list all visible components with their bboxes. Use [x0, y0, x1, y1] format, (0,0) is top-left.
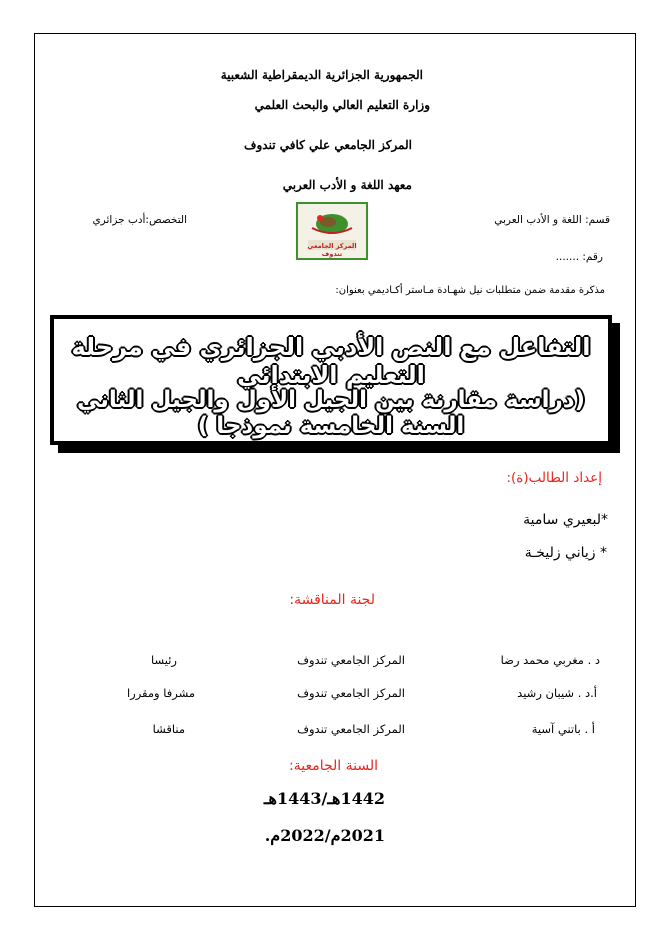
logo-text: المركز الجامعي تندوف [307, 242, 357, 258]
department-label: قسم: اللغة و الأدب العربي [494, 214, 610, 226]
member-1-name: د . مغربي محمد رضا [500, 653, 600, 667]
header-republic: الجمهورية الجزائرية الديمقراطية الشعبية [220, 68, 423, 82]
member-1-role: رئيسا [151, 653, 177, 667]
member-2-institution: المركز الجامعي تندوف [297, 686, 405, 700]
specialty-label: التخصص:أدب جزائري [92, 214, 187, 226]
academic-year-gregorian: 2021م/2022م. [264, 826, 385, 845]
committee-heading: لجنة المناقشة: [289, 592, 375, 608]
header-ministry: وزارة التعليم العالي والبحث العلمي [254, 98, 430, 112]
header-university: المركز الجامعي علي كافي تندوف [244, 138, 412, 152]
student-name-2: * زياني زليخـة [524, 545, 607, 561]
title-box [50, 315, 612, 445]
title-line-1: التفاعل مع النص الأدبي الجزائري في مرحلة التعليم الابتدائي [71, 333, 591, 389]
member-3-role: مناقشا [152, 722, 185, 736]
number-field: رقم: ....... [555, 251, 603, 263]
students-heading: إعداد الطالب(ة): [506, 470, 602, 486]
member-2-role: مشرفا ومقررا [126, 686, 195, 700]
academic-year-hijri: 1442هـ/1443هـ [263, 789, 385, 808]
header-institute: معهد اللغة و الأدب العربي [282, 178, 412, 192]
academic-year-heading: السنة الجامعية: [289, 758, 378, 774]
member-3-name: أ . باتني آسية [531, 722, 595, 736]
member-1-institution: المركز الجامعي تندوف [297, 653, 405, 667]
member-2-name: أ.د . شيبان رشيد [517, 686, 597, 700]
university-logo [296, 202, 368, 260]
member-3-institution: المركز الجامعي تندوف [297, 722, 405, 736]
memo-statement: مذكرة مقدمة ضمن متطلبات نيل شهـادة مـاستر أكـاديمي بعنوان: [335, 285, 605, 296]
title-line-2: (دراسة مقارنة بين الجيل الأول والجيل الثاني السنة الخامسة نموذجا ) [76, 387, 586, 439]
student-name-1: *لبعيري سامية [523, 512, 608, 528]
